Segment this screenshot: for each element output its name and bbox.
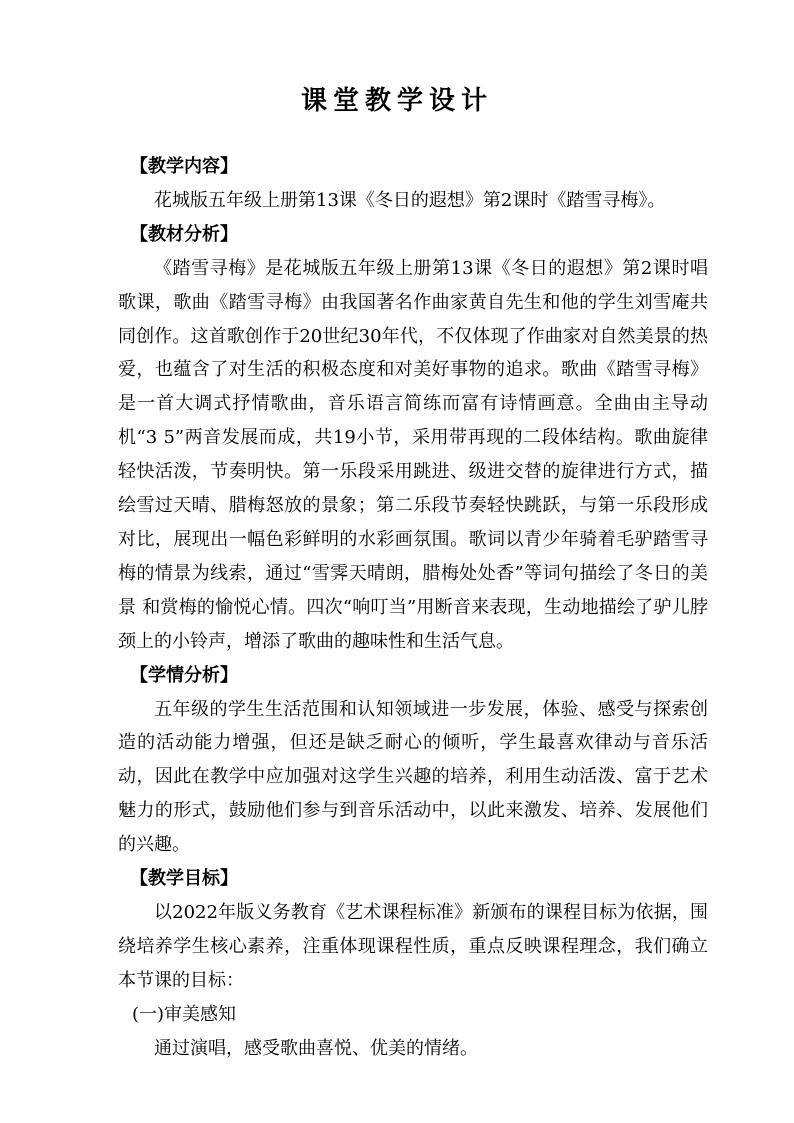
section-text-goals: 以2022年版义务教育《艺术课程标准》新颁布的课程目标为依据，围绕培养学生核心素养，注重体现课程性质，重点反映课程理念，我们确立本节课的目标： — [118, 901, 708, 991]
aesthetic-text: 通过演唱，感受歌曲喜悦、优美的情绪。 — [154, 1037, 478, 1059]
section-text-students: 五年级的学生生活范围和认知领域进一步发展，体验、感受与探索创造的活动能力增强，但还是缺乏耐心的倾听，学生最喜欢律动与音乐活动，因此在教学中应加强对这学生兴趣的培养，利用生动活泼、富于艺术魅力的形式，鼓励他们参与到音乐活动中，以此来激发、培养、发展他们的兴趣。 — [118, 698, 708, 856]
sub-heading-aesthetic: (一)审美感知 — [132, 1003, 237, 1025]
section-heading-material: 【教材分析】 — [130, 223, 238, 245]
document-body — [118, 150, 708, 1065]
section-heading-students: 【学情分析】 — [130, 664, 238, 686]
section-heading-content: 【教学内容】 — [130, 156, 238, 177]
section-heading-goals: 【教学目标】 — [130, 868, 238, 890]
section-text-content: 花城版五年级上册第13课《冬日的遐想》第2课时《踏雪寻梅》。 — [154, 189, 666, 211]
section-text-material: 《踏雪寻梅》是花城版五年级上册第13课《冬日的遐想》第2课时唱歌课，歌曲《踏雪寻梅》由我国著名作曲家黄自先生和他的学生刘雪庵共同创作。这首歌创作于20世纪30年代，不仅体现了作曲家对自然美景的热爱，也蕴含了对生活的积极态度和对美好事物的追求。歌曲《踏雪寻梅》是一首大调式抒情歌曲，音乐语言简练而富有诗情画意。全曲由主导动机“3 5”两音发展而成，共19小节，采用带再现的二段体结构。歌曲旋律轻快活泼，节奏明快。第一乐段采用跳进、级进交替的旋律进行方式，描绘雪过天晴、腊梅怒放的景象；第二乐段节奏轻快跳跃，与第一乐段形成对比，展现出一幅色彩鲜明的水彩画氛围。歌词以青少年骑着毛驴踏雪寻梅的情景为线索，通过“雪霁天晴朗，腊梅处处香”等词句描绘了冬日的美景 和赏梅的愉悦心情。四次“响叮当”用断音来表现，生动地描绘了驴儿脖颈上的小铃声，增添了歌曲的趣味性和生活气息。 — [118, 257, 708, 652]
page-title: 课堂教学设计 — [300, 86, 493, 116]
